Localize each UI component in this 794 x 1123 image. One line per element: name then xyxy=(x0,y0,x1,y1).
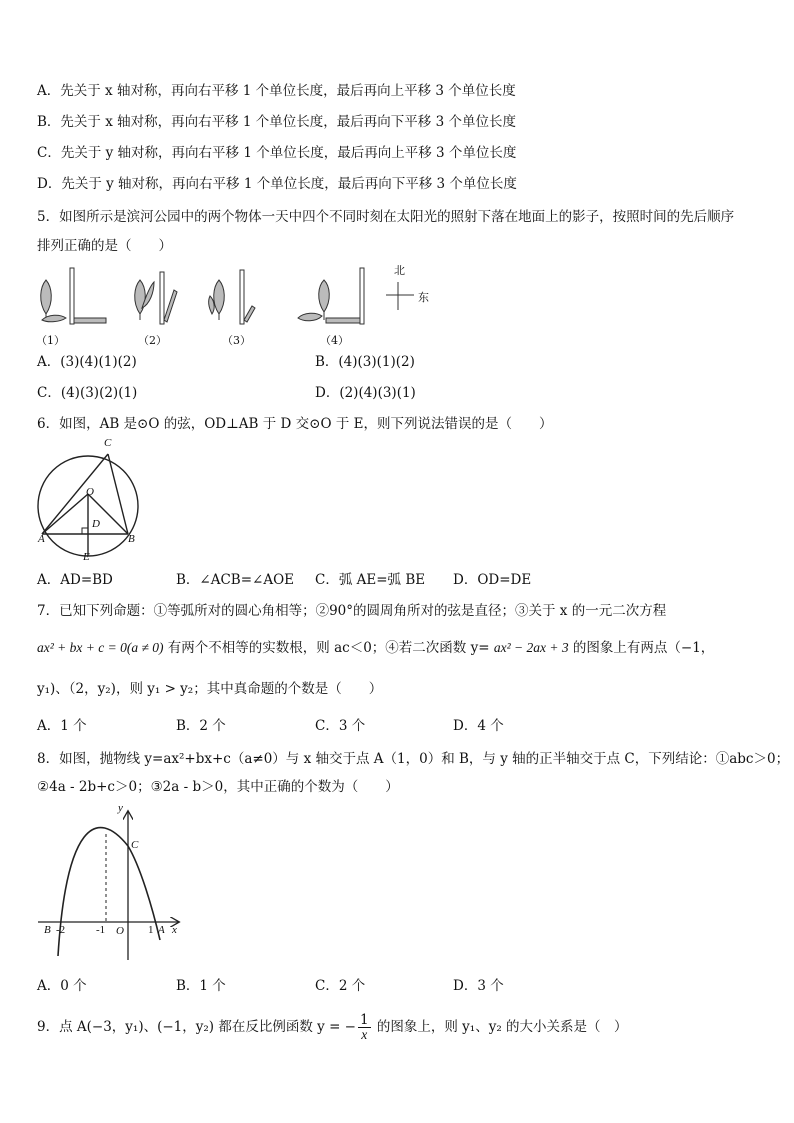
q8-tick-1: 1 xyxy=(148,924,154,936)
q8-parabola-graph xyxy=(36,806,186,966)
q7-stem-line2-end: 的图象上有两点（−1， xyxy=(568,640,715,656)
q8-label-c: C xyxy=(131,839,139,851)
q6-circle-diagram xyxy=(36,438,146,568)
q4-option-c: C．先关于 y 轴对称，再向右平移 1 个单位长度，最后再向上平移 3 个单位长度 xyxy=(37,145,517,161)
q7-option-b: B．2 个 xyxy=(176,718,226,734)
label-a: A xyxy=(38,533,45,545)
q8-label-o: O xyxy=(116,925,124,937)
q7-stem-line2-mid: 有两个不相等的实数根，则 ac＜0；④若二次函数 y= xyxy=(163,640,494,656)
q5-shadow-figures xyxy=(34,262,454,332)
q8-label-y: y xyxy=(118,802,123,814)
q4-option-a: A．先关于 x 轴对称，再向右平移 1 个单位长度，最后再向上平移 3 个单位长度 xyxy=(37,83,516,99)
label-e: E xyxy=(83,551,90,563)
q8-stem-line2: ②4a - 2b+c＞0；③2a - b＞0，其中正确的个数为（ ） xyxy=(37,779,399,795)
q9-fraction-numerator: 1 xyxy=(360,1012,369,1028)
q8-option-d: D．3 个 xyxy=(453,978,504,994)
label-d: D xyxy=(92,518,100,530)
compass-north-label: 北 xyxy=(394,264,405,277)
q5-figure-4 xyxy=(298,268,364,324)
q5-caption-2: （2） xyxy=(138,334,167,347)
q5-option-d: D．(2)(4)(3)(1) xyxy=(315,385,416,401)
q4-option-b: B．先关于 x 轴对称，再向右平移 1 个单位长度，最后再向下平移 3 个单位长度 xyxy=(37,114,516,130)
q8-option-a: A．0 个 xyxy=(37,978,87,994)
q5-option-a: A．(3)(4)(1)(2) xyxy=(37,354,137,370)
q7-function-expr: ax² − 2ax + 3 xyxy=(493,640,569,655)
q4-option-d: D．先关于 y 轴对称，再向右平移 1 个单位长度，最后再向下平移 3 个单位长度 xyxy=(37,176,517,192)
q7-stem-line3: y₁)、（2，y₂)，则 y₁ > y₂；其中真命题的个数是（ ） xyxy=(37,681,383,697)
label-c: C xyxy=(104,437,112,449)
q8-label-x: x xyxy=(172,924,177,936)
q5-stem-line1: 5．如图所示是滨河公园中的两个物体一天中四个不同时刻在太阳光的照射下落在地面上的影子，按照时间的先后顺序 xyxy=(37,209,735,225)
q5-caption-3: （3） xyxy=(222,334,251,347)
q8-option-b: B．1 个 xyxy=(176,978,226,994)
q7-option-c: C．3 个 xyxy=(315,718,366,734)
q9-fraction-denominator: x xyxy=(361,1027,368,1042)
q7-option-d: D．4 个 xyxy=(453,718,504,734)
q5-option-b: B．(4)(3)(1)(2) xyxy=(315,354,415,370)
q7-stem-line2 xyxy=(37,638,714,658)
label-b: B xyxy=(128,533,135,545)
q5-option-c: C．(4)(3)(2)(1) xyxy=(37,385,138,401)
q7-equation: ax² + bx + c = 0(a ≠ 0) xyxy=(37,640,164,655)
q6-option-d: D．OD=DE xyxy=(453,572,532,588)
q5-stem-line2: 排列正确的是（ ） xyxy=(37,238,172,254)
q5-figure-3 xyxy=(209,270,255,324)
q8-stem-line1: 8．如图，抛物线 y=ax²+bx+c（a≠0）与 x 轴交于点 A（1，0）和 B，与 y 轴的正半轴交于点 C，下列结论：①abc＞0； xyxy=(37,751,790,767)
q5-caption-4: （4） xyxy=(320,334,349,347)
q6-option-b: B．∠ACB=∠AOE xyxy=(176,572,295,588)
label-o: O xyxy=(86,486,94,498)
q9-stem-start: 9．点 A(−3，y₁)、(−1，y₂) 都在反比例函数 y = − xyxy=(37,1019,356,1035)
q7-option-a: A．1 个 xyxy=(37,718,87,734)
q5-compass xyxy=(386,282,414,310)
q8-option-c: C．2 个 xyxy=(315,978,366,994)
q9-fraction xyxy=(358,1014,371,1041)
q9-stem-end: 的图象上，则 y₁、y₂ 的大小关系是（ ） xyxy=(372,1019,628,1035)
q8-label-b: B xyxy=(44,924,51,936)
q6-option-c: C．弧 AE=弧 BE xyxy=(315,572,426,588)
q6-option-a: A．AD=BD xyxy=(37,572,113,588)
q5-caption-1: （1） xyxy=(36,334,65,347)
q9-stem xyxy=(37,1014,628,1041)
q6-stem: 6．如图，AB 是⊙O 的弦，OD⊥AB 于 D 交⊙O 于 E，则下列说法错误的是（ ） xyxy=(37,416,553,432)
compass-east-label: 东 xyxy=(418,291,429,304)
q5-figure-2 xyxy=(135,272,177,324)
q8-label-a: A xyxy=(158,924,165,936)
q8-tick-minus2: -2 xyxy=(56,924,66,936)
q5-figure-1 xyxy=(41,268,106,324)
q8-tick-minus1: -1 xyxy=(96,924,106,936)
q7-stem-line1: 7．已知下列命题：①等弧所对的圆心角相等；②90°的圆周角所对的弦是直径；③关于 x 的一元二次方程 xyxy=(37,603,667,619)
